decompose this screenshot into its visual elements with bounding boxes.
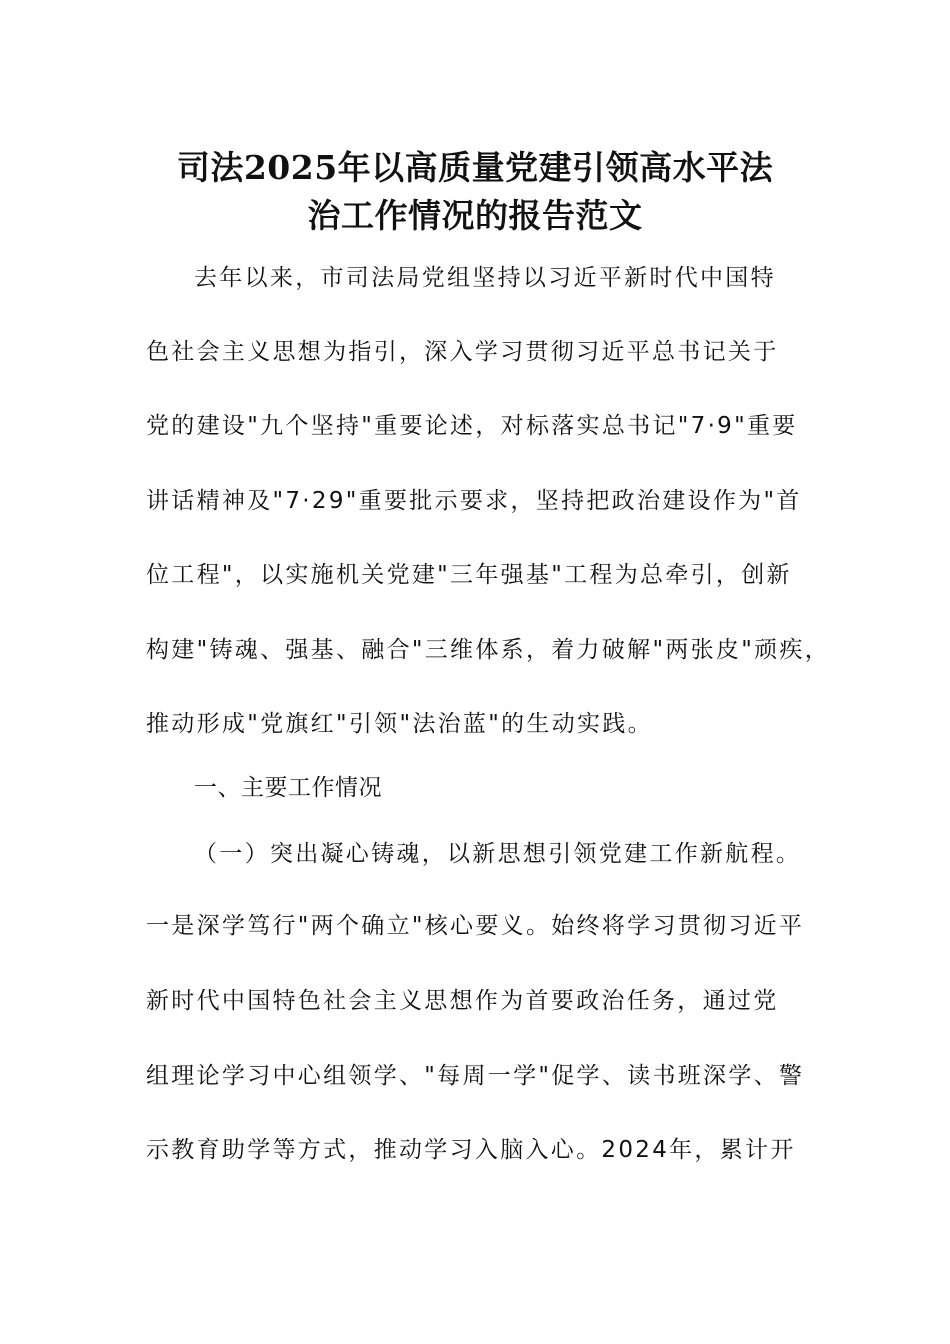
paragraph-line: 讲话精神及"7·29"重要批示要求，坚持把政治建设作为"首: [146, 488, 802, 514]
paragraph-line: 组理论学习中心组领学、"每周一学"促学、读书班深学、警: [146, 1063, 805, 1089]
paragraph-line: （一）突出凝心铸魂，以新思想引领党建工作新航程。: [194, 841, 802, 867]
section-heading: 一、主要工作情况: [194, 775, 382, 801]
paragraph-line: 构建"铸魂、强基、融合"三维体系，着力破解"两张皮"顽疾，: [146, 637, 831, 663]
paragraph-line: 党的建设"九个坚持"重要论述，对标落实总书记"7·9"重要: [146, 413, 798, 439]
document-title-line-1: 司法2025年以高质量党建引领高水平法: [176, 148, 774, 187]
paragraph-line: 一是深学笃行"两个确立"核心要义。始终将学习贯彻习近平: [146, 913, 805, 939]
paragraph-line: 新时代中国特色社会主义思想作为首要政治任务，通过党: [146, 988, 779, 1014]
paragraph-line: 去年以来，市司法局党组坚持以习近平新时代中国特: [194, 265, 776, 291]
paragraph-line: 示教育助学等方式，推动学习入脑入心。2024年，累计开: [146, 1137, 796, 1163]
paragraph-line: 推动形成"党旗红"引领"法治蓝"的生动实践。: [146, 711, 653, 737]
paragraph-line: 色社会主义思想为指引，深入学习贯彻习近平总书记关于: [146, 339, 779, 365]
document-title-line-2: 治工作情况的报告范文: [307, 196, 643, 235]
paragraph-line: 位工程"，以实施机关党建"三年强基"工程为总牵引，创新: [146, 562, 792, 588]
